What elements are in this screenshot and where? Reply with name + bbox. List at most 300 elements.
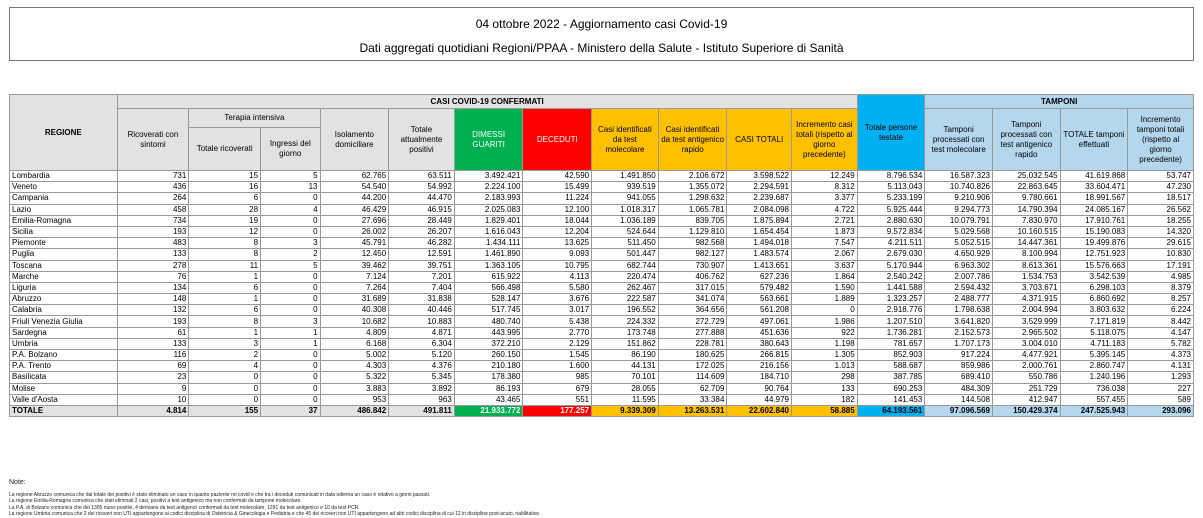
value-cell: 10.830 bbox=[1128, 249, 1194, 260]
region-name-cell: Sardegna bbox=[10, 327, 118, 338]
value-cell: 46.282 bbox=[389, 238, 455, 249]
table-row bbox=[10, 361, 1194, 372]
table-row bbox=[10, 249, 1194, 260]
value-cell: 985 bbox=[523, 372, 592, 383]
region-name-cell: Sicilia bbox=[10, 226, 118, 237]
value-cell: 2.025.083 bbox=[454, 204, 523, 215]
value-cell: 150.429.374 bbox=[992, 405, 1060, 416]
value-cell: 10.740.826 bbox=[925, 182, 993, 193]
value-cell: 177.257 bbox=[523, 405, 592, 416]
region-name-cell: Umbria bbox=[10, 338, 118, 349]
col-header-incremento-tamponi: Incremento tamponi totali (rispetto al giorno precedente) bbox=[1128, 109, 1194, 171]
value-cell: 5.782 bbox=[1128, 338, 1194, 349]
value-cell: 1.355.072 bbox=[658, 182, 727, 193]
value-cell: 6 bbox=[189, 282, 261, 293]
col-header-tamponi-antigenico: Tamponi processati con test antigenico rapido bbox=[992, 109, 1060, 171]
value-cell: 387.785 bbox=[857, 372, 925, 383]
value-cell: 8 bbox=[189, 249, 261, 260]
value-cell: 2.294.591 bbox=[727, 182, 792, 193]
report-header bbox=[9, 7, 1194, 61]
value-cell: 12 bbox=[189, 226, 261, 237]
value-cell: 6.304 bbox=[389, 338, 455, 349]
value-cell: 15.499 bbox=[523, 182, 592, 193]
value-cell: 3 bbox=[261, 316, 320, 327]
value-cell: 2.224.100 bbox=[454, 182, 523, 193]
value-cell: 29.615 bbox=[1128, 238, 1194, 249]
value-cell: 480.740 bbox=[454, 316, 523, 327]
value-cell: 1.736.281 bbox=[857, 327, 925, 338]
value-cell: 15.576.663 bbox=[1060, 260, 1128, 271]
value-cell: 144.508 bbox=[925, 394, 993, 405]
col-header-deceduti: DECEDUTI bbox=[523, 109, 592, 171]
table-row bbox=[10, 338, 1194, 349]
value-cell: 2.770 bbox=[523, 327, 592, 338]
value-cell: 3 bbox=[261, 238, 320, 249]
value-cell: 25.032.545 bbox=[992, 171, 1060, 182]
value-cell: 86.193 bbox=[454, 383, 523, 394]
value-cell: 15 bbox=[189, 171, 261, 182]
value-cell: 1.293 bbox=[1128, 372, 1194, 383]
value-cell: 4.113 bbox=[523, 271, 592, 282]
value-cell: 228.781 bbox=[658, 338, 727, 349]
table-row bbox=[10, 383, 1194, 394]
region-name-cell: Puglia bbox=[10, 249, 118, 260]
table-row bbox=[10, 316, 1194, 327]
value-cell: 1.590 bbox=[791, 282, 857, 293]
value-cell: 5.345 bbox=[389, 372, 455, 383]
value-cell: 2.084.098 bbox=[727, 204, 792, 215]
value-cell: 2.152.573 bbox=[925, 327, 993, 338]
value-cell: 682.744 bbox=[592, 260, 659, 271]
value-cell: 5.170.944 bbox=[857, 260, 925, 271]
table-row bbox=[10, 327, 1194, 338]
value-cell: 193 bbox=[117, 316, 189, 327]
region-name-cell: TOTALE bbox=[10, 405, 118, 416]
value-cell: 528.147 bbox=[454, 294, 523, 305]
value-cell: 0 bbox=[261, 383, 320, 394]
value-cell: 1.483.574 bbox=[727, 249, 792, 260]
value-cell: 26.207 bbox=[389, 226, 455, 237]
region-name-cell: P.A. Trento bbox=[10, 361, 118, 372]
value-cell: 3.676 bbox=[523, 294, 592, 305]
value-cell: 4.809 bbox=[320, 327, 389, 338]
table-row bbox=[10, 260, 1194, 271]
value-cell: 7.404 bbox=[389, 282, 455, 293]
value-cell: 380.643 bbox=[727, 338, 792, 349]
value-cell: 0 bbox=[261, 271, 320, 282]
report-subtitle: Dati aggregati quotidiani Regioni/PPAA - Ministero della Salute - Istituto Superiore di Sanità bbox=[359, 41, 844, 55]
value-cell: 16 bbox=[189, 182, 261, 193]
value-cell: 4.373 bbox=[1128, 350, 1194, 361]
value-cell: 13.263.531 bbox=[658, 405, 727, 416]
value-cell: 4.376 bbox=[389, 361, 455, 372]
value-cell: 689.410 bbox=[925, 372, 993, 383]
value-cell: 589 bbox=[1128, 394, 1194, 405]
value-cell: 0 bbox=[261, 361, 320, 372]
value-cell: 8.442 bbox=[1128, 316, 1194, 327]
value-cell: 46.915 bbox=[389, 204, 455, 215]
value-cell: 40.446 bbox=[389, 305, 455, 316]
value-cell: 16.587.323 bbox=[925, 171, 993, 182]
value-cell: 173.748 bbox=[592, 327, 659, 338]
value-cell: 210.180 bbox=[454, 361, 523, 372]
value-cell: 31.689 bbox=[320, 294, 389, 305]
notes-section bbox=[9, 480, 540, 518]
value-cell: 172.025 bbox=[658, 361, 727, 372]
value-cell: 1.707.173 bbox=[925, 338, 993, 349]
value-cell: 18.044 bbox=[523, 215, 592, 226]
value-cell: 1.491.850 bbox=[592, 171, 659, 182]
table-row bbox=[10, 305, 1194, 316]
value-cell: 2.488.777 bbox=[925, 294, 993, 305]
value-cell: 278 bbox=[117, 260, 189, 271]
value-cell: 8 bbox=[189, 316, 261, 327]
value-cell: 5.395.145 bbox=[1060, 350, 1128, 361]
value-cell: 497.061 bbox=[727, 316, 792, 327]
col-header-attualmente-positivi: Totale attualmente positivi bbox=[389, 109, 455, 171]
value-cell: 12.204 bbox=[523, 226, 592, 237]
value-cell: 5 bbox=[261, 171, 320, 182]
value-cell: 47.230 bbox=[1128, 182, 1194, 193]
value-cell: 0 bbox=[189, 383, 261, 394]
value-cell: 2.860.747 bbox=[1060, 361, 1128, 372]
value-cell: 247.525.943 bbox=[1060, 405, 1128, 416]
value-cell: 6 bbox=[189, 305, 261, 316]
value-cell: 132 bbox=[117, 305, 189, 316]
value-cell: 1.323.257 bbox=[857, 294, 925, 305]
col-header-dimessi: DIMESSI GUARITI bbox=[454, 109, 523, 171]
region-name-cell: Valle d'Aosta bbox=[10, 394, 118, 405]
value-cell: 1.986 bbox=[791, 316, 857, 327]
value-cell: 19 bbox=[189, 215, 261, 226]
value-cell: 484.309 bbox=[925, 383, 993, 394]
value-cell: 61 bbox=[117, 327, 189, 338]
value-cell: 1.363.105 bbox=[454, 260, 523, 271]
value-cell: 364.656 bbox=[658, 305, 727, 316]
value-cell: 8.613.361 bbox=[992, 260, 1060, 271]
value-cell: 90.764 bbox=[727, 383, 792, 394]
table-row bbox=[10, 294, 1194, 305]
region-name-cell: Lazio bbox=[10, 204, 118, 215]
value-cell: 1 bbox=[261, 327, 320, 338]
value-cell: 46.429 bbox=[320, 204, 389, 215]
value-cell: 524.644 bbox=[592, 226, 659, 237]
value-cell: 2.007.786 bbox=[925, 271, 993, 282]
value-cell: 12.751.923 bbox=[1060, 249, 1128, 260]
value-cell: 982.127 bbox=[658, 249, 727, 260]
value-cell: 1.198 bbox=[791, 338, 857, 349]
value-cell: 134 bbox=[117, 282, 189, 293]
value-cell: 222.587 bbox=[592, 294, 659, 305]
value-cell: 264 bbox=[117, 193, 189, 204]
value-cell: 7.124 bbox=[320, 271, 389, 282]
value-cell: 9.339.309 bbox=[592, 405, 659, 416]
region-name-cell: Campania bbox=[10, 193, 118, 204]
value-cell: 0 bbox=[261, 350, 320, 361]
value-cell: 216.156 bbox=[727, 361, 792, 372]
value-cell: 28.449 bbox=[389, 215, 455, 226]
value-cell: 148 bbox=[117, 294, 189, 305]
value-cell: 18.255 bbox=[1128, 215, 1194, 226]
col-header-totale-ricoverati: Totale ricoverati bbox=[189, 128, 261, 171]
value-cell: 6.963.302 bbox=[925, 260, 993, 271]
table-row bbox=[10, 394, 1194, 405]
value-cell: 5.118.075 bbox=[1060, 327, 1128, 338]
value-cell: 5.233.199 bbox=[857, 193, 925, 204]
group-header-terapia: Terapia intensiva bbox=[189, 109, 320, 128]
value-cell: 14.447.361 bbox=[992, 238, 1060, 249]
value-cell: 1.129.810 bbox=[658, 226, 727, 237]
value-cell: 28.055 bbox=[592, 383, 659, 394]
value-cell: 8.257 bbox=[1128, 294, 1194, 305]
value-cell: 27.696 bbox=[320, 215, 389, 226]
value-cell: 9 bbox=[117, 383, 189, 394]
value-cell: 17.910.761 bbox=[1060, 215, 1128, 226]
value-cell: 39.751 bbox=[389, 260, 455, 271]
value-cell: 10.883 bbox=[389, 316, 455, 327]
value-cell: 982.568 bbox=[658, 238, 727, 249]
value-cell: 9.093 bbox=[523, 249, 592, 260]
value-cell: 11 bbox=[189, 260, 261, 271]
value-cell: 3.598.522 bbox=[727, 171, 792, 182]
value-cell: 731 bbox=[117, 171, 189, 182]
value-cell: 5.580 bbox=[523, 282, 592, 293]
value-cell: 22.863.645 bbox=[992, 182, 1060, 193]
value-cell: 3.637 bbox=[791, 260, 857, 271]
value-cell: 939.519 bbox=[592, 182, 659, 193]
value-cell: 22.602.840 bbox=[727, 405, 792, 416]
value-cell: 64.193.561 bbox=[857, 405, 925, 416]
value-cell: 44.470 bbox=[389, 193, 455, 204]
value-cell: 5.052.515 bbox=[925, 238, 993, 249]
value-cell: 2.540.242 bbox=[857, 271, 925, 282]
value-cell: 13.625 bbox=[523, 238, 592, 249]
value-cell: 0 bbox=[189, 394, 261, 405]
value-cell: 1.434.111 bbox=[454, 238, 523, 249]
value-cell: 1.240.196 bbox=[1060, 372, 1128, 383]
value-cell: 2.106.672 bbox=[658, 171, 727, 182]
table-row bbox=[10, 372, 1194, 383]
value-cell: 133 bbox=[117, 249, 189, 260]
value-cell: 69 bbox=[117, 361, 189, 372]
col-header-incremento-casi: Incremento casi totali (rispetto al giorno precedente) bbox=[791, 109, 857, 171]
value-cell: 6.168 bbox=[320, 338, 389, 349]
table-row bbox=[10, 193, 1194, 204]
value-cell: 23 bbox=[117, 372, 189, 383]
value-cell: 1.600 bbox=[523, 361, 592, 372]
value-cell: 3.492.421 bbox=[454, 171, 523, 182]
value-cell: 11.224 bbox=[523, 193, 592, 204]
value-cell: 2.880.630 bbox=[857, 215, 925, 226]
value-cell: 2.965.502 bbox=[992, 327, 1060, 338]
region-name-cell: Abruzzo bbox=[10, 294, 118, 305]
value-cell: 54.540 bbox=[320, 182, 389, 193]
value-cell: 141.453 bbox=[857, 394, 925, 405]
col-header-casi-totali: CASI TOTALI bbox=[727, 109, 792, 171]
table-row bbox=[10, 171, 1194, 182]
value-cell: 220.474 bbox=[592, 271, 659, 282]
value-cell: 63.511 bbox=[389, 171, 455, 182]
value-cell: 293.096 bbox=[1128, 405, 1194, 416]
col-header-ingressi: Ingressi del giorno bbox=[261, 128, 320, 171]
region-name-cell: Friuli Venezia Giulia bbox=[10, 316, 118, 327]
value-cell: 3.017 bbox=[523, 305, 592, 316]
value-cell: 5 bbox=[261, 260, 320, 271]
col-header-persone-testate: Totale persone testate bbox=[857, 95, 925, 171]
value-cell: 1.798.638 bbox=[925, 305, 993, 316]
value-cell: 3.703.671 bbox=[992, 282, 1060, 293]
value-cell: 2.679.030 bbox=[857, 249, 925, 260]
value-cell: 451.636 bbox=[727, 327, 792, 338]
value-cell: 561.208 bbox=[727, 305, 792, 316]
region-name-cell: Emilia-Romagna bbox=[10, 215, 118, 226]
value-cell: 2.000.761 bbox=[992, 361, 1060, 372]
value-cell: 11.595 bbox=[592, 394, 659, 405]
value-cell: 7.201 bbox=[389, 271, 455, 282]
value-cell: 155 bbox=[189, 405, 261, 416]
value-cell: 317.015 bbox=[658, 282, 727, 293]
value-cell: 922 bbox=[791, 327, 857, 338]
value-cell: 7.547 bbox=[791, 238, 857, 249]
value-cell: 566.498 bbox=[454, 282, 523, 293]
value-cell: 486.842 bbox=[320, 405, 389, 416]
value-cell: 178.380 bbox=[454, 372, 523, 383]
value-cell: 43.465 bbox=[454, 394, 523, 405]
value-cell: 2.721 bbox=[791, 215, 857, 226]
value-cell: 1.207.510 bbox=[857, 316, 925, 327]
value-cell: 588.687 bbox=[857, 361, 925, 372]
value-cell: 963 bbox=[389, 394, 455, 405]
value-cell: 406.762 bbox=[658, 271, 727, 282]
value-cell: 563.661 bbox=[727, 294, 792, 305]
value-cell: 260.150 bbox=[454, 350, 523, 361]
value-cell: 1 bbox=[261, 338, 320, 349]
value-cell: 8 bbox=[189, 238, 261, 249]
value-cell: 12.450 bbox=[320, 249, 389, 260]
value-cell: 0 bbox=[261, 394, 320, 405]
value-cell: 941.055 bbox=[592, 193, 659, 204]
value-cell: 266.815 bbox=[727, 350, 792, 361]
col-header-casi-antigenico: Casi identificati da test antigenico rapido bbox=[658, 109, 727, 171]
value-cell: 97.096.569 bbox=[925, 405, 993, 416]
value-cell: 180.625 bbox=[658, 350, 727, 361]
value-cell: 9.210.906 bbox=[925, 193, 993, 204]
value-cell: 10.160.515 bbox=[992, 226, 1060, 237]
value-cell: 8.100.994 bbox=[992, 249, 1060, 260]
value-cell: 4.871 bbox=[389, 327, 455, 338]
covid-data-table bbox=[9, 94, 1194, 417]
value-cell: 734 bbox=[117, 215, 189, 226]
value-cell: 0 bbox=[261, 372, 320, 383]
region-name-cell: Veneto bbox=[10, 182, 118, 193]
value-cell: 1 bbox=[189, 294, 261, 305]
value-cell: 26.002 bbox=[320, 226, 389, 237]
col-header-regione: REGIONE bbox=[10, 95, 118, 171]
value-cell: 1.013 bbox=[791, 361, 857, 372]
value-cell: 39.462 bbox=[320, 260, 389, 271]
value-cell: 3.377 bbox=[791, 193, 857, 204]
value-cell: 412.947 bbox=[992, 394, 1060, 405]
value-cell: 7.171.819 bbox=[1060, 316, 1128, 327]
value-cell: 859.986 bbox=[925, 361, 993, 372]
value-cell: 0 bbox=[261, 282, 320, 293]
table-row bbox=[10, 226, 1194, 237]
value-cell: 44.979 bbox=[727, 394, 792, 405]
value-cell: 1.875.894 bbox=[727, 215, 792, 226]
value-cell: 1.018.317 bbox=[592, 204, 659, 215]
value-cell: 151.862 bbox=[592, 338, 659, 349]
value-cell: 2.129 bbox=[523, 338, 592, 349]
value-cell: 6.298.103 bbox=[1060, 282, 1128, 293]
value-cell: 86.190 bbox=[592, 350, 659, 361]
value-cell: 1.494.018 bbox=[727, 238, 792, 249]
value-cell: 341.074 bbox=[658, 294, 727, 305]
note-line: La regione Umbria comunica che 2 dei ricoveri non UTI appartengono ai codici disciplina di Ostetricia & Ginecologia e Pediatria e che 45 dei ricoveri non UTI appartengono ad altri codici disciplina di cui 12 in discipline post-acuto, riabilitative. bbox=[9, 511, 541, 517]
value-cell: 10.795 bbox=[523, 260, 592, 271]
value-cell: 0 bbox=[189, 372, 261, 383]
col-header-isolamento: Isolamento domiciliare bbox=[320, 109, 389, 171]
value-cell: 37 bbox=[261, 405, 320, 416]
value-cell: 679 bbox=[523, 383, 592, 394]
value-cell: 3.542.539 bbox=[1060, 271, 1128, 282]
value-cell: 4.814 bbox=[117, 405, 189, 416]
value-cell: 53.747 bbox=[1128, 171, 1194, 182]
table-row bbox=[10, 282, 1194, 293]
value-cell: 18.517 bbox=[1128, 193, 1194, 204]
col-header-tamponi-molecolare: Tamponi processati con test molecolare bbox=[925, 109, 993, 171]
value-cell: 184.710 bbox=[727, 372, 792, 383]
table-row bbox=[10, 350, 1194, 361]
value-cell: 1.461.890 bbox=[454, 249, 523, 260]
value-cell: 917.224 bbox=[925, 350, 993, 361]
value-cell: 10.079.791 bbox=[925, 215, 993, 226]
value-cell: 0 bbox=[261, 294, 320, 305]
region-name-cell: Lombardia bbox=[10, 171, 118, 182]
value-cell: 17.191 bbox=[1128, 260, 1194, 271]
value-cell: 33.604.471 bbox=[1060, 182, 1128, 193]
value-cell: 3.529.999 bbox=[992, 316, 1060, 327]
value-cell: 5.438 bbox=[523, 316, 592, 327]
region-name-cell: Calabria bbox=[10, 305, 118, 316]
value-cell: 1.889 bbox=[791, 294, 857, 305]
table-row bbox=[10, 215, 1194, 226]
col-header-tamponi-totale: TOTALE tamponi effettuati bbox=[1060, 109, 1128, 171]
region-name-cell: Toscana bbox=[10, 260, 118, 271]
value-cell: 4.711.183 bbox=[1060, 338, 1128, 349]
value-cell: 251.729 bbox=[992, 383, 1060, 394]
value-cell: 116 bbox=[117, 350, 189, 361]
value-cell: 1.534.753 bbox=[992, 271, 1060, 282]
value-cell: 852.903 bbox=[857, 350, 925, 361]
value-cell: 4.722 bbox=[791, 204, 857, 215]
note-line: La regione Emilia-Romagna comunica che stati eliminati 2 casi, positivi a test antigenico ma non confermati da tampone molecolare. bbox=[9, 498, 302, 504]
note-line: La P.A. di Bolzano comunica che del 1305 nuovi positivi, 4 derivano da test antigenici confermati da test molecolare, 1291 da test antigenico e 10 da test PCR. bbox=[9, 504, 360, 511]
value-cell: 15.190.083 bbox=[1060, 226, 1128, 237]
value-cell: 10.682 bbox=[320, 316, 389, 327]
region-name-cell: Marche bbox=[10, 271, 118, 282]
value-cell: 1.305 bbox=[791, 350, 857, 361]
value-cell: 12.591 bbox=[389, 249, 455, 260]
value-cell: 5.002 bbox=[320, 350, 389, 361]
value-cell: 953 bbox=[320, 394, 389, 405]
region-name-cell: Molise bbox=[10, 383, 118, 394]
value-cell: 26.562 bbox=[1128, 204, 1194, 215]
value-cell: 8.312 bbox=[791, 182, 857, 193]
group-header-casi: CASI COVID-19 CONFERMATI bbox=[117, 95, 857, 109]
table-row bbox=[10, 238, 1194, 249]
value-cell: 0 bbox=[791, 305, 857, 316]
value-cell: 18.991.567 bbox=[1060, 193, 1128, 204]
